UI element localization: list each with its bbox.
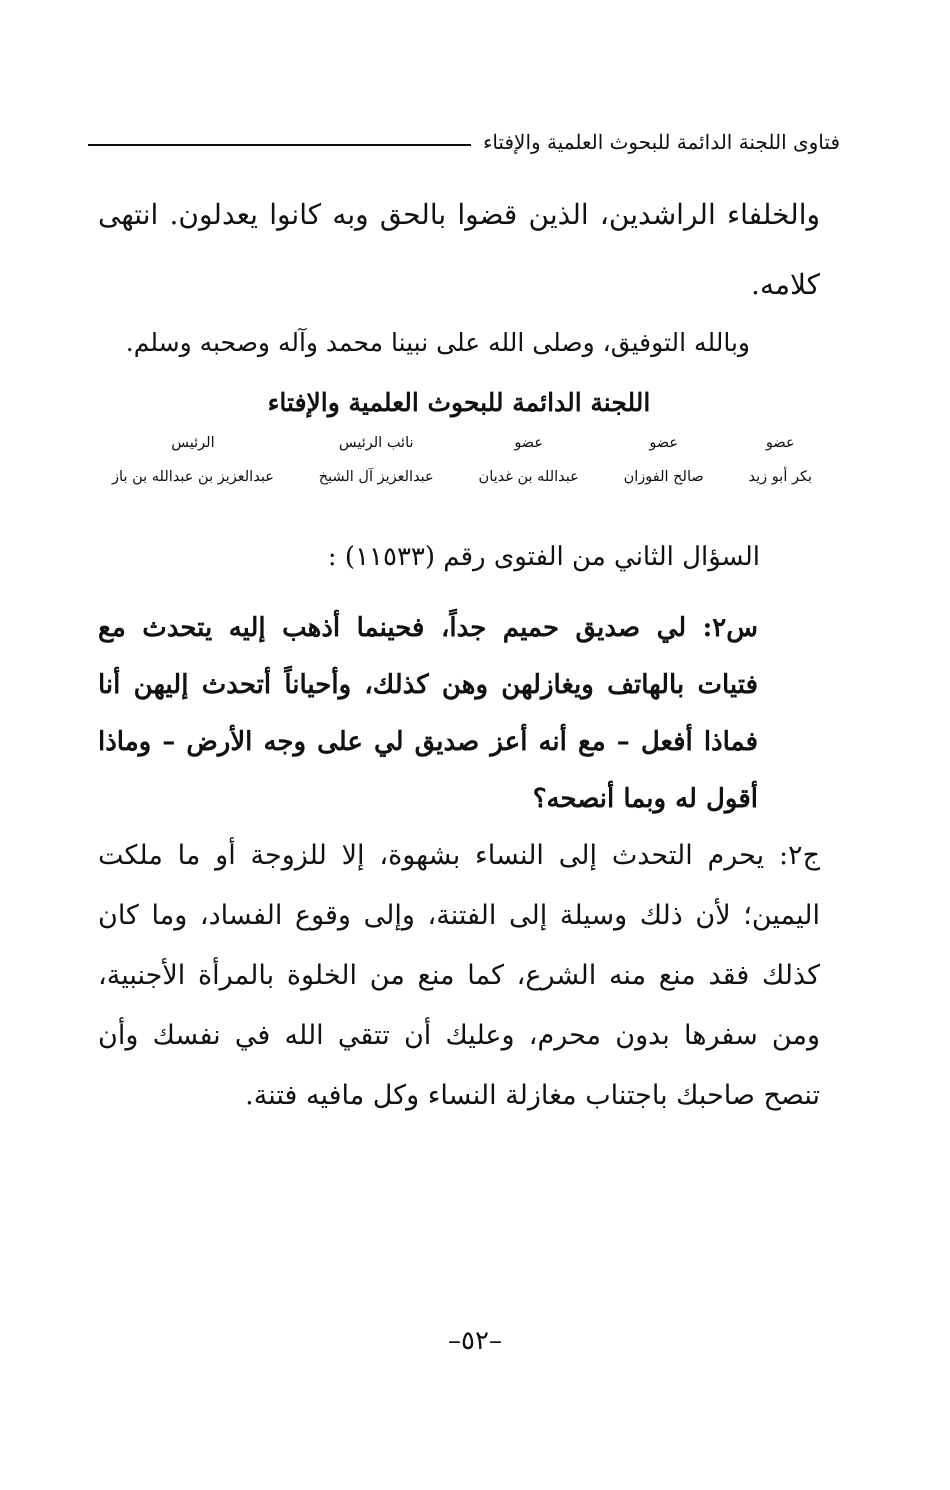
signatory-name: صالح الفوزان [623,469,704,485]
signatories [112,430,812,490]
signatory-role: الرئيس [171,435,215,451]
signatory-name: بكر أبو زيد [748,469,812,485]
signatory-role: عضو [514,435,544,451]
running-header-title: فتاوى اللجنة الدائمة للبحوث العلمية والإفتاء [482,130,840,154]
signatory-role: نائب الرئيس [338,435,414,451]
signatory-role: عضو [765,435,795,451]
closing-line: وبالله التوفيق، وصلى الله على نبينا محمد وآله وصحبه وسلم. [125,328,750,357]
header-rule [88,144,471,146]
question-paragraph: س٢: لي صديق حميم جداً، فحينما أذهب إليه يتحدث مع فتيات بالهاتف ويغازلهن وهن كذلك، وأحياناً أتحدث إليهن أنا فماذا أفعل – مع أنه أعز صديق لي على وجه الأرض – وماذا أقول له وبما أنصحه؟ [98,613,758,814]
running-header [88,122,840,162]
intro-paragraph: والخلفاء الراشدين، الذين قضوا بالحق وبه كانوا يعدلون. انتهى كلامه. [98,198,820,301]
signatory-name: عبدالعزيز بن عبدالله بن باز [112,469,274,485]
signatory-name: عبدالله بن غديان [478,469,579,485]
signatory-name: عبدالعزيز آل الشيخ [318,469,434,485]
answer-paragraph: ج٢: يحرم التحدث إلى النساء بشهوة، إلا للزوجة أو ما ملكت اليمين؛ لأن ذلك وسيلة إلى الفتنة، وإلى وقوع الفساد، وما كان كذلك فقد منع منه الشرع، كما منع من الخلوة بالمرأة الأجنبية، ومن سفرها بدون محرم، وعليك أن تتقي الله في نفسك وأن تنصح صاحبك باجتناب مغازلة النساء وكل مافيه فتنة. [98,840,820,1111]
signatory [112,430,274,490]
signatory [319,430,434,490]
signatory [479,430,579,490]
signatory [749,430,812,490]
question-heading: السؤال الثاني من الفتوى رقم (١١٥٣٣) : [327,542,760,572]
signatory [624,430,704,490]
signatory-role: عضو [649,435,679,451]
committee-title: اللجنة الدائمة للبحوث العلمية والإفتاء [267,388,651,417]
page-number: –٥٢– [448,1326,502,1356]
